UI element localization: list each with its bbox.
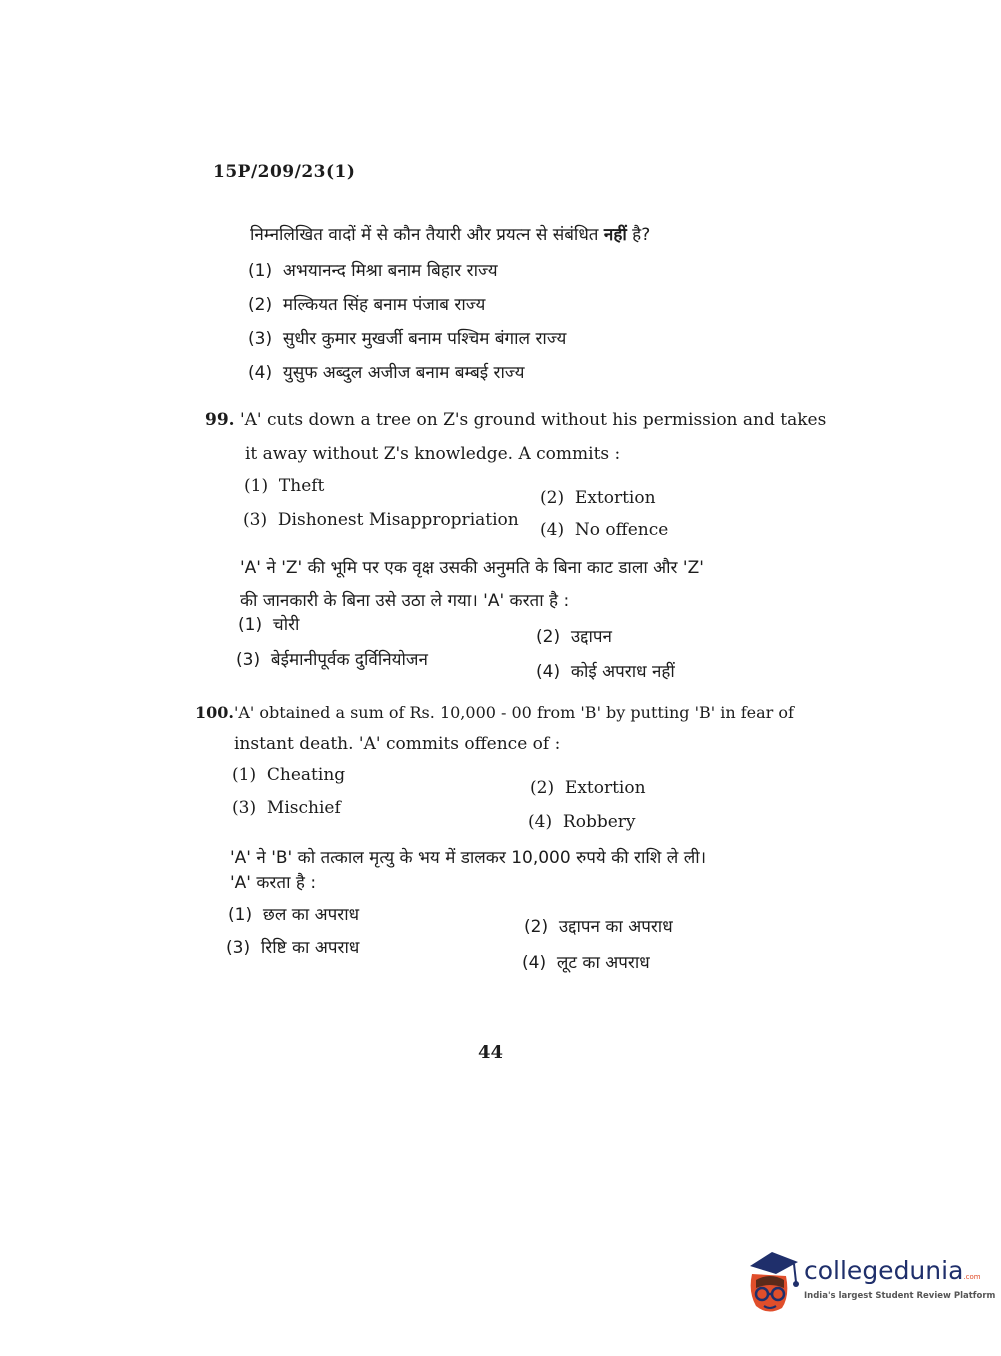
q99-option-hi-4: (4) कोई अपराध नहीं (536, 662, 675, 682)
q99-question-hi-2: की जानकारी के बिना उसे उठा ले गया। 'A' करता है : (240, 591, 570, 611)
q100-question-en-1: 100.'A' obtained a sum of Rs. 10,000 - 00 from 'B' by putting 'B' in fear of (195, 703, 794, 722)
collegedunia-logo (742, 1248, 996, 1320)
q100-option-hi-3: (3) रिष्टि का अपराध (226, 938, 360, 958)
q100-option-hi-1: (1) छल का अपराध (228, 905, 360, 925)
q98-question-end: है? (632, 225, 651, 245)
logo-wordmark: collegedunia.com (804, 1256, 981, 1285)
q99-question-hi-1: 'A' ने 'Z' की भूमि पर एक वृक्ष उसकी अनुमति के बिना काट डाला और 'Z' (240, 558, 704, 578)
q100-option-en-1: (1) Cheating (232, 765, 346, 785)
mascot-icon (742, 1248, 802, 1320)
q99-option-en-2: (2) Extortion (540, 488, 656, 508)
q98-question-emphasis: नहीं (603, 225, 627, 245)
q98-question-text: निम्नलिखित वादों में से कौन तैयारी और प्रयत्न से संबंधित (250, 225, 599, 245)
paper-code: 15P/209/23(1) (213, 162, 356, 182)
q98-option-1: (1) अभयानन्द मिश्रा बनाम बिहार राज्य (248, 261, 498, 281)
q100-question-en-2: instant death. 'A' commits offence of : (234, 734, 561, 754)
q99-option-hi-3: (3) बेईमानीपूर्वक दुर्विनियोजन (236, 650, 428, 670)
q100-option-en-3: (3) Mischief (232, 798, 341, 818)
q99-option-hi-1: (1) चोरी (238, 615, 300, 635)
q99-option-hi-2: (2) उद्दापन (536, 627, 612, 647)
q99-option-en-1: (1) Theft (244, 476, 325, 496)
q98-option-4: (4) युसुफ अब्दुल अजीज बनाम बम्बई राज्य (248, 363, 525, 383)
q100-question-hi-2: 'A' करता है : (230, 873, 317, 893)
logo-tagline: India's largest Student Review Platform (804, 1291, 996, 1301)
q99-option-en-3: (3) Dishonest Misappropriation (243, 510, 519, 530)
q98-question-hi (250, 222, 650, 245)
q99-question-en-1: 99. 'A' cuts down a tree on Z's ground without his permission and takes (205, 410, 827, 430)
q100-option-hi-2: (2) उद्दापन का अपराध (524, 917, 673, 937)
page-number: 44 (478, 1042, 504, 1063)
q99-question-en-2: it away without Z's knowledge. A commits : (245, 444, 621, 464)
q100-question-hi-1: 'A' ने 'B' को तत्काल मृत्यु के भय में डालकर 10,000 रुपये की राशि ले ली। (230, 848, 707, 868)
q100-option-hi-4: (4) लूट का अपराध (522, 953, 650, 973)
q100-option-en-4: (4) Robbery (528, 812, 636, 832)
q99-option-en-4: (4) No offence (540, 520, 669, 540)
q98-option-2: (2) मल्कियत सिंह बनाम पंजाब राज्य (248, 295, 486, 315)
q100-option-en-2: (2) Extortion (530, 778, 646, 798)
q98-option-3: (3) सुधीर कुमार मुखर्जी बनाम पश्चिम बंगाल राज्य (248, 329, 567, 349)
